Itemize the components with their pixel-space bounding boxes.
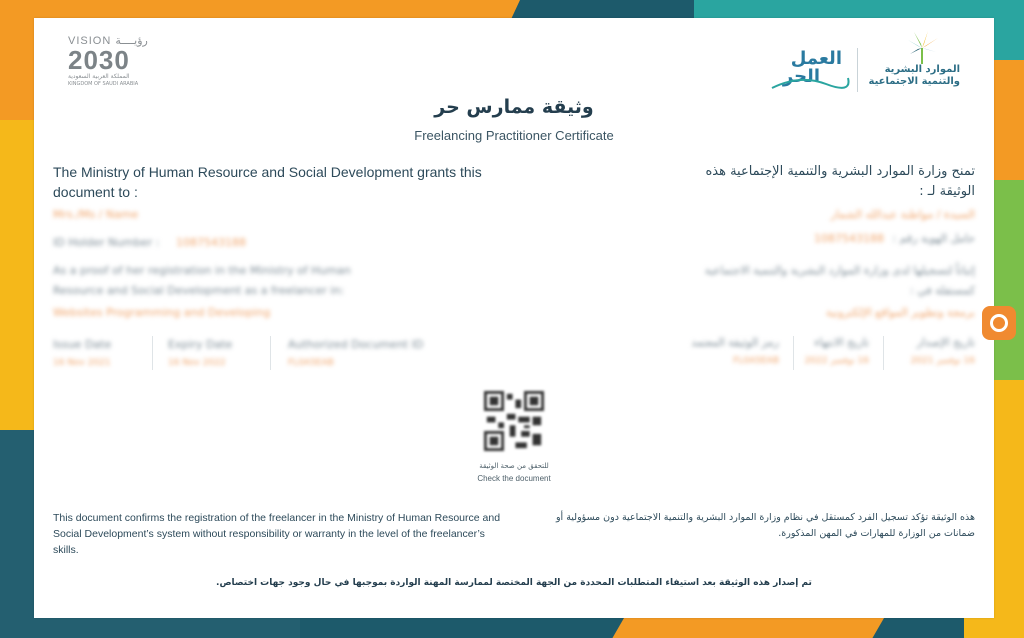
vision-label: VISION رؤيــــة [68, 35, 148, 47]
field-en: Websites Programming and Developing [53, 306, 271, 319]
expiry-value-ar: 16 نوفمبر 2022 [804, 356, 869, 366]
issue-value-en: 16 Nov 2021 [53, 358, 111, 368]
issuance-note: تم إصدار هذه الوثيقة بعد استيفاء المتطلبات المحددة من الجهة المختصة لممارسة المهنة الواردة بموجبها في حال وجود جهات اختصاص. [216, 578, 812, 588]
proof-line2-en: Resource and Social Development as a freelancer in: [53, 284, 345, 297]
title-english: Freelancing Practitioner Certificate [414, 128, 614, 143]
ministry-name-line1: الموارد البشرية [884, 64, 960, 75]
certificate-card [34, 18, 994, 618]
doc-label-en: Authorized Document ID [288, 338, 424, 351]
verification-qr-code[interactable] [484, 391, 544, 451]
doc-value-ar: FL0A5EAB [733, 356, 779, 366]
ministry-name-line2: والتنمية الاجتماعية [868, 76, 960, 87]
holder-name-ar: السيدة / مواطنة عبدالله الشمار [830, 208, 975, 221]
grant-text-english: The Ministry of Human Resource and Social Development grants this document to : [53, 164, 482, 200]
doc-label-ar: رمز الوثيقة المعتمد [691, 336, 779, 349]
id-value-en: 1087543188 [176, 236, 246, 249]
id-label-ar: حامل الهوية رقم : [892, 232, 975, 245]
camera-lens-icon [990, 314, 1008, 332]
ministry-logos [760, 30, 960, 100]
doc-value-en: FL0A5EAB [288, 358, 334, 368]
freelance-logo [770, 48, 850, 94]
id-value-ar: 1087543188 [814, 232, 884, 245]
issue-label-ar: تاريخ الإصدار [916, 336, 975, 349]
expiry-value-en: 16 Nov 2022 [168, 358, 226, 368]
vision-country-en: KINGDOM OF SAUDI ARABIA [68, 81, 139, 87]
freelance-logo-line2: الحر [782, 66, 820, 87]
logo-divider [857, 48, 858, 92]
issue-label-en: Issue Date [53, 338, 112, 351]
proof-line1-en: As a proof of her registration in the Ministry of Human [53, 264, 351, 277]
qr-caption-ar: للتحقق من صحة الوثيقة [479, 462, 549, 470]
disclaimer-english: This document confirms the registration of the freelancer in the Ministry of Human Resource and Social Development’s system without responsibility or warranty in the level of the freelancer’s skills. [53, 512, 501, 556]
grant-text-arabic: تمنح وزارة الموارد البشرية والتنمية الإجتماعية هذه الوثيقة لـ : [705, 164, 975, 199]
expiry-label-ar: تاريخ الانتهاء [814, 336, 869, 349]
ministry-palm-icon [902, 30, 942, 66]
freelance-wave-icon [770, 48, 850, 94]
column-divider [152, 336, 153, 370]
column-divider [270, 336, 271, 370]
disclaimer-arabic: هذه الوثيقة تؤكد تسجيل الفرد كمستقل في نظام وزارة الموارد البشرية والتنمية الاجتماعية دون مسؤولية أو ضمانات من الوزارة للمهارات في المهن المذكورة. [555, 512, 975, 539]
proof-line1-ar: إثباتاً لتسجيلها لدى وزارة الموارد البشرية والتنمية الاجتماعية [704, 264, 975, 277]
column-divider [793, 336, 794, 370]
vision-year: 2030 [68, 45, 130, 75]
title-arabic: وثيقة ممارس حر [434, 96, 594, 118]
camera-icon[interactable] [982, 306, 1016, 340]
holder-name-en: Mrs./Ms / Name [53, 208, 139, 221]
column-divider [883, 336, 884, 370]
id-label-en: ID Holder Number : [53, 236, 160, 249]
issue-value-ar: 16 نوفمبر 2021 [910, 356, 975, 366]
vision-country-ar: المملكة العربية السعودية [68, 73, 130, 80]
field-ar: برمجة وتطوير المواقع الإلكترونية [825, 306, 975, 319]
qr-caption-en: Check the document [477, 474, 551, 483]
proof-line2-ar: كمستقلة في : [910, 284, 975, 297]
expiry-label-en: Expiry Date [168, 338, 233, 351]
ministry-logo [865, 30, 960, 100]
freelance-logo-line1: العمل [790, 48, 842, 69]
